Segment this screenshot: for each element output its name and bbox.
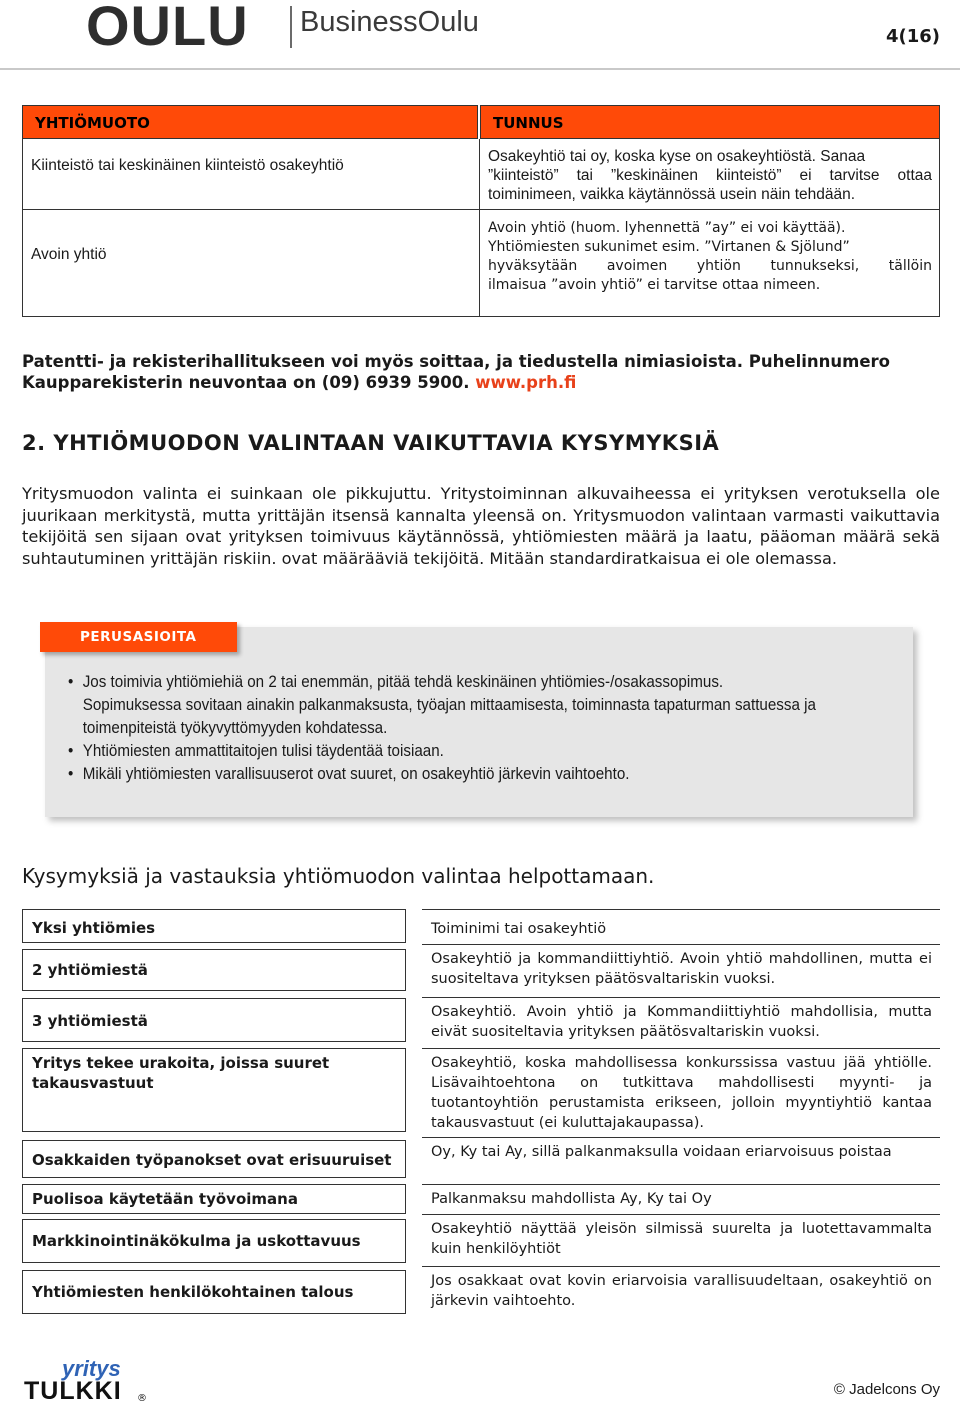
question-cell: 3 yhtiömiestä [22,998,406,1042]
facts-bullet: • Yhtiömiesten ammattitaitojen tulisi täydentää toisiaan. [68,740,822,763]
logo-divider [290,6,292,48]
question-cell: 2 yhtiömiestä [22,949,406,991]
question-cell: Yhtiömiesten henkilökohtainen talous [22,1270,406,1314]
answer-cell: Osakeyhtiö, koska mahdollisessa konkurssissa vastuu jää yhtiölle. Lisävaihtoehtona on tutkittava mahdollisesti myynti- ja tuotantoyhtiön perustamista erikseen, jolloin myyntiyhtiö kantaa takausvastuut (ei kuluttajakaupassa). [422,1048,940,1134]
answer-cell: Palkanmaksu mahdollista Ay, Ky tai Oy [422,1184,940,1214]
answer-cell: Toiminimi tai osakeyhtiö [422,909,940,943]
prh-info-line2: Kaupparekisterin neuvontaa on (09) 6939 5900. www.prh.fi [22,373,577,392]
qa-heading: Kysymyksiä ja vastauksia yhtiömuodon valintaa helpottamaan. [22,864,655,888]
prh-info [22,351,952,393]
page-number: 4(16) [885,26,940,47]
answer-cell: Osakeyhtiö näyttää yleisön silmissä suurelta ja luotettavammalta kuin henkilöyhtiöt [422,1214,940,1262]
column-header-yhtiomuoto: YHTIÖMUOTO [22,105,478,139]
facts-list [68,671,822,786]
section-heading: 2. YHTIÖMUODON VALINTAAN VAIKUTTAVIA KYSYMYKSIÄ [22,431,720,455]
question-cell: Markkinointinäkökulma ja uskottavuus [22,1219,406,1263]
table-border-left [22,139,23,317]
answer-cell: Osakeyhtiö. Avoin yhtiö ja Kommandiittiyhtiö mahdollisia, mutta eivät suositeltavia yrityksen päätösvaltariskin vuoksi. [422,997,940,1045]
question-cell: Yksi yhtiömies [22,909,406,943]
answer-cell: Osakeyhtiö ja kommandiittiyhtiö. Avoin yhtiö mahdollinen, mutta ei suositeltava yrityksen päätösvaltariskin vuoksi. [422,944,940,992]
registered-mark: ® [137,1393,147,1404]
form-cell-kiinteisto: Kiinteistö tai keskinäinen kiinteistö osakeyhtiö [31,157,344,174]
yritystulkki-logo-top: yritys [62,1356,121,1381]
businessoulu-logo: BusinessOulu [300,6,479,38]
answer-cell: Oy, Ky tai Ay, sillä palkanmaksulla voidaan eriarvoisuus poistaa [422,1137,940,1179]
table-border-bottom [22,316,940,317]
answer-cell: Jos osakkaat ovat kovin eriarvoisia varallisuudeltaan, osakeyhtiö on järkevin vaihtoehto. [422,1266,940,1314]
company-form-table [22,105,940,317]
question-cell: Yritys tekee urakoita, joissa suuret takausvastuut [22,1048,406,1132]
table-border-right [939,139,940,317]
facts-tag: PERUSASIOITA [40,622,237,652]
yritystulkki-logo-bottom: TULKKI [24,1377,122,1405]
table-row-divider [22,209,940,210]
copyright: © Jadelcons Oy [833,1381,940,1398]
prh-info-line1: Patentti- ja rekisterihallitukseen voi myös soittaa, ja tiedustella nimiasioista. Puhelinnumero [22,352,890,371]
section-paragraph: Yritysmuodon valinta ei suinkaan ole pikkujuttu. Yritystoiminnan alkuvaiheessa ei yrityksen verotuksella ole juurikaan merkitystä, mutta yrittäjän itsensä kannalta yleensä on. Yritysmuodon valintaan varmasti vaikuttavia tekijöitä sen sijaan ovat yrityksen toimivuus käytännössä, yhtiömiesten määrä ja laatu, pääoman määrä sekä suhtautuminen yrittäjän riskiin. ovat määrääviä tekijöitä. Mitään standardiratkaisua ei ole olemassa. [22,484,940,568]
oulu-logo: OULU [86,0,249,57]
prh-link[interactable]: www.prh.fi [475,373,577,392]
question-cell: Osakkaiden työpanokset ovat erisuuruiset [22,1140,406,1178]
facts-bullet: • Jos toimivia yhtiömiehiä on 2 tai enemmän, pitää tehdä keskinäinen yhtiömies-/osakassopimus. Sopimuksessa sovitaan ainakin palkanmaksusta, työajan mittaamisesta, toiminnasta tapaturman sattuessa ja toimenpiteistä työkyvyttömyyden kohdatessa. [68,671,822,740]
header-rule [0,68,960,70]
column-header-tunnus: TUNNUS [480,105,940,139]
form-cell-avoin-yhtio: Avoin yhtiö [31,246,107,263]
tunnus-cell-kiinteisto: Osakeyhtiö tai oy, koska kyse on osakeyhtiöstä. Sanaa ”kiinteistö” tai ”keskinäinen kiinteistö” ei tarvitse ottaa toiminimeen, vaikka käytännössä usein näin tehdään. [488,148,932,203]
question-cell: Puolisoa käytetään työvoimana [22,1184,406,1214]
table-border-middle [479,139,480,317]
facts-bullet: • Mikäli yhtiömiesten varallisuuserot ovat suuret, on osakeyhtiö järkevin vaihtoehto. [68,763,822,786]
tunnus-cell-avoin-yhtio: Avoin yhtiö (huom. lyhennettä ”ay” ei voi käyttää). Yhtiömiesten sukunimet esim. ”Virtanen & Sjölund” hyväksytään avoimen yhtiön tunnukseksi, tällöin ilmaisua ”avoin yhtiö” ei tarvitse ottaa nimeen. [488,220,932,293]
